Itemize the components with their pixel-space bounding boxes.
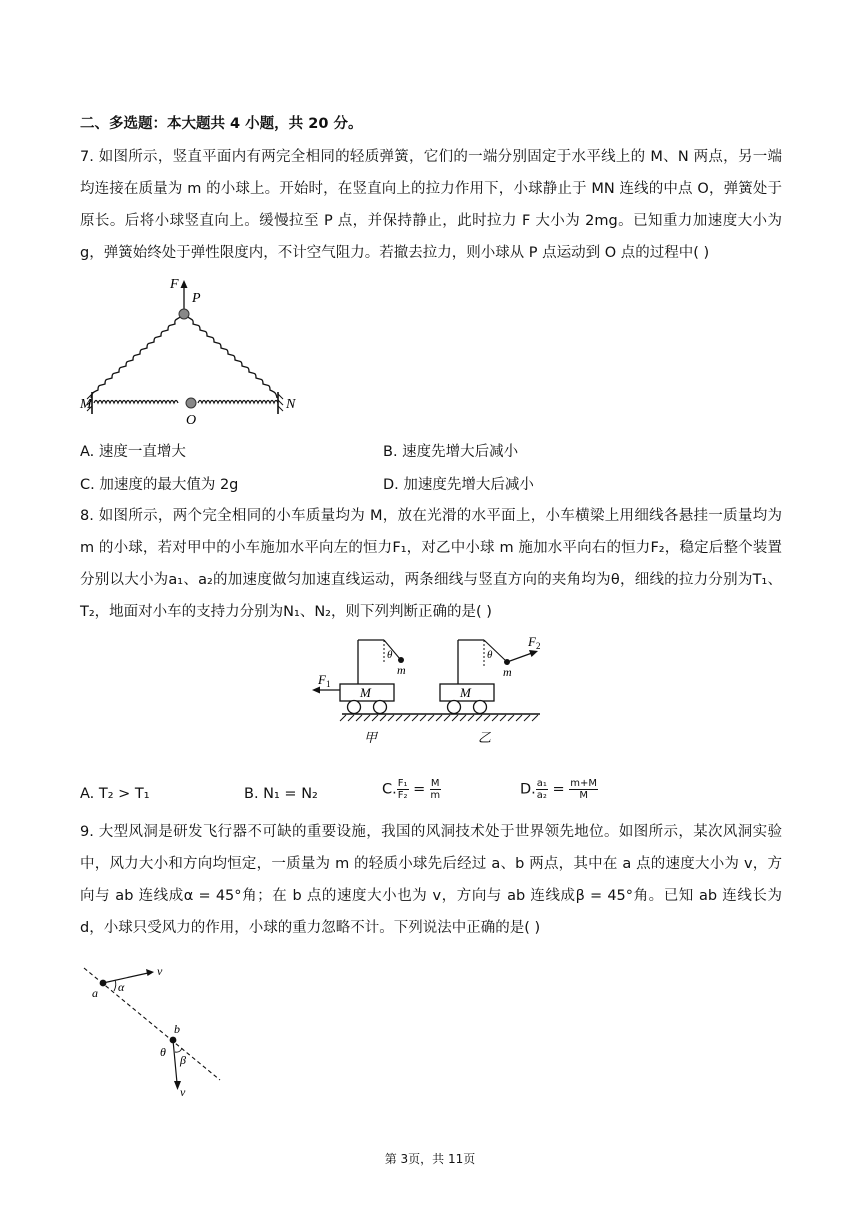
q9-wind-figure xyxy=(78,960,238,1100)
q9-label-v-bottom: v xyxy=(180,1085,186,1099)
q8-yi-m: m xyxy=(503,665,512,679)
page-footer: 第 3页，共 11页 xyxy=(384,1152,476,1166)
q7-label-O: O xyxy=(186,413,197,428)
q8-label-F2: $F_2$ xyxy=(528,634,541,651)
section-title: 二、多选题：本大题共 4 小题，共 20 分。 xyxy=(80,116,363,132)
q7-option-d: D. 加速度先增大后减小 xyxy=(383,477,534,493)
q9-stem: 9. 大型风洞是研发飞行器不可缺的重要设施，我国的风洞技术处于世界领先地位。如图所示，某次风洞实验中，风力大小和方向均恒定，一质量为 m 的轻质小球先后经过 a、b 两点，其中在 a 点的速度大小为 v，方向与 ab 连线成α = 45°角；在 b 点的速度大小也为 v，方向与 ab 连线成β = 45°角。已知 ab 连线长为 d，小球只受风力的作用，小球的重力忽略不计。下列说法中正确的是( ) xyxy=(80,824,782,936)
q7-spring-figure xyxy=(78,272,308,428)
q8-yi-theta: θ xyxy=(487,649,493,661)
q9-label-a: a xyxy=(92,986,98,1000)
q8-option-c: C. $\frac{\text{F₁}}{\text{F₂}}$ = $\frac{M}{m}$ xyxy=(382,778,441,801)
q8-jia-M: M xyxy=(360,685,371,700)
q7-label-N: N xyxy=(286,397,296,412)
q7-label-M: M xyxy=(80,397,92,412)
q9-label-alpha: α xyxy=(118,980,125,994)
q7-option-c: C. 加速度的最大值为 2g xyxy=(80,477,239,493)
q7-option-a: A. 速度一直增大 xyxy=(80,444,186,460)
q7-stem: 7. 如图所示，竖直平面内有两完全相同的轻质弹簧，它们的一端分别固定于水平线上的 M、N 两点，另一端均连接在质量为 m 的小球上。开始时，在竖直向上的拉力作用下，小球静止于 MN 连线的中点 O，弹簧处于原长。后将小球竖直向上。缓慢拉至 P 点，并保持静止，此时拉力 F 大小为 2mg。已知重力加速度大小为 g，弹簧始终处于弹性限度内，不计空气阻力。若撤去拉力，则小球从 P 点运动到 O 点的过程中( ) xyxy=(80,149,782,261)
q8-caption-yi: 乙 xyxy=(478,730,492,745)
q8-label-F1: $F_1$ xyxy=(318,672,331,689)
q8-option-a: A. T₂ > T₁ xyxy=(80,786,150,802)
q8-option-d: D. $\frac{\text{a₁}}{\text{a₂}}$ = $\frac{m+M}{M}$ xyxy=(520,778,598,801)
q9-label-beta: β xyxy=(180,1053,186,1067)
q9-label-v-top: v xyxy=(157,964,163,978)
q9-label-b: b xyxy=(174,1022,180,1036)
q8-jia-m: m xyxy=(397,663,406,677)
q9-label-theta: θ xyxy=(160,1045,166,1059)
q8-caption-jia: 甲 xyxy=(364,730,378,745)
q8-yi-M: M xyxy=(460,685,471,700)
q8-jia-theta: θ xyxy=(387,649,393,661)
q8-stem: 8. 如图所示，两个完全相同的小车质量均为 M，放在光滑的水平面上，小车横梁上用细线各悬挂一质量均为 m 的小球，若对甲中的小车施加水平向左的恒力F₁，对乙中小球 m 施加水平向右的恒力F₂，稳定后整个装置分别以大小为a₁、a₂的加速度做匀加速直线运动，两条细线与竖直方向的夹角均为θ，细线的拉力分别为T₁、T₂，地面对小车的支持力分别为N₁、N₂，则下列判断正确的是( ) xyxy=(80,508,782,620)
q8-cart-figure xyxy=(310,634,550,746)
q7-label-F: F xyxy=(170,277,179,292)
q7-label-P: P xyxy=(192,291,201,306)
q7-option-b: B. 速度先增大后减小 xyxy=(383,444,519,460)
q8-option-b: B. N₁ = N₂ xyxy=(244,786,318,802)
